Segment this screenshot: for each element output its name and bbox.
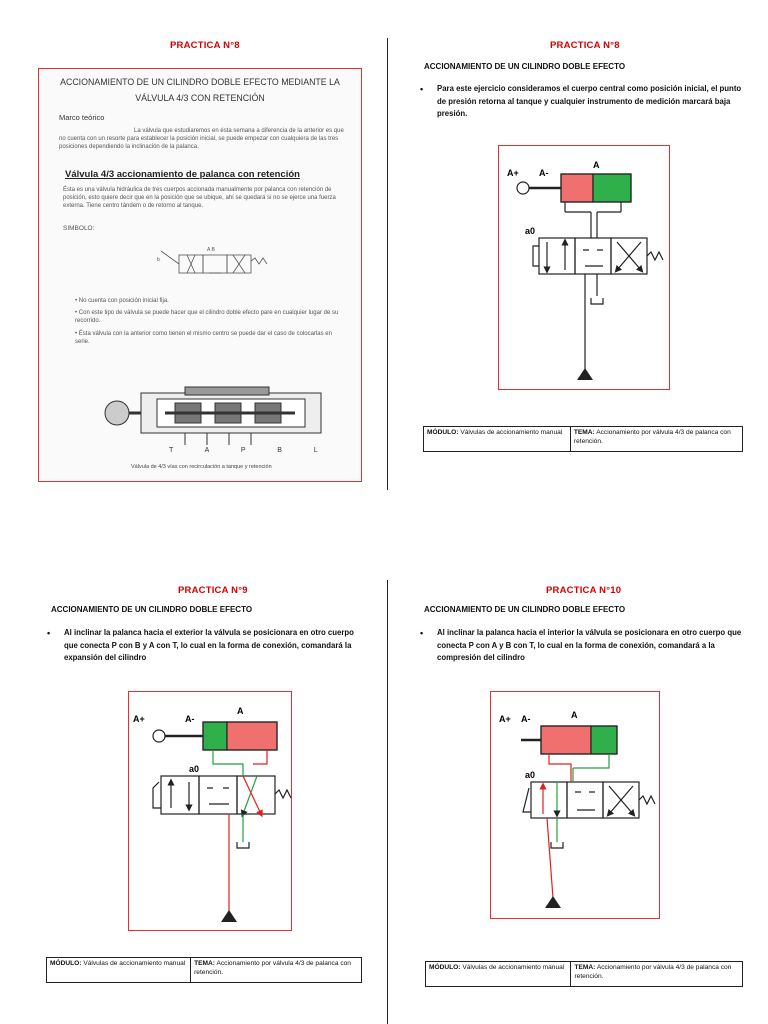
doc-bullet-1: • No cuenta con posición inicial fija. <box>75 298 169 304</box>
footer-tema-cell <box>571 427 742 451</box>
footer-tema-value: Accionamiento por válvula 4/3 de palanca con retención. <box>194 960 351 976</box>
q4-bullet <box>420 627 745 665</box>
q3-bullet-text: Al inclinar la palanca hacia el exterior la válvula se posicionara en otro cuerpo que conecta P con B y A con T, lo cual en la forma de conexión, comandará la expansión del cilindro <box>64 628 354 662</box>
footer-modulo-value: Válvulas de accionamiento manual <box>462 964 565 971</box>
q2-footer-table <box>423 426 743 452</box>
doc-caption: Válvula de 4/3 vías con recirculación a tanque y retención <box>131 464 272 470</box>
doc-section-heading: Válvula 4/3 accionamiento de palanca con retención <box>65 169 300 180</box>
q2-circuit-frame <box>498 145 670 390</box>
label-a-plus: A+ <box>507 168 519 178</box>
practice-title-10: PRACTICA N°10 <box>546 585 622 596</box>
q3-subtitle: ACCIONAMIENTO DE UN CILINDRO DOBLE EFECTO <box>51 605 253 614</box>
scanned-theory-document <box>38 68 362 482</box>
footer-tema-cell <box>571 962 742 986</box>
doc-bullet-1-text: No cuenta con posición inicial fija. <box>78 298 169 304</box>
q2-bullet-text: Para este ejercicio consideramos el cuerpo central como posición inicial, el punto de presión retorna al tanque y cualquier instrumento de medición marcará baja presión. <box>437 84 742 118</box>
q3-hydraulic-circuit <box>129 692 293 932</box>
footer-modulo-label: MÓDULO: <box>50 960 82 967</box>
doc-port-labels: T A P B L <box>169 447 318 454</box>
label-a0: a0 <box>189 764 200 774</box>
label-a-minus: A- <box>521 714 531 724</box>
bullet-dot: • <box>420 84 424 94</box>
footer-modulo-value: Válvulas de accionamiento manual <box>83 960 186 967</box>
doc-bullet-2-text: Con este tipo de válvula se puede hacer que el cilindro doble efecto pare en cualquier lugar de su recorrido. <box>75 310 339 324</box>
column-divider-top <box>387 38 388 490</box>
footer-modulo-cell <box>47 958 191 982</box>
label-a-plus: A+ <box>499 714 511 724</box>
practice-title-9: PRACTICA N°9 <box>178 585 248 596</box>
label-a-minus: A- <box>539 168 549 178</box>
q2-hydraulic-circuit <box>499 146 671 391</box>
bullet-dot: • <box>420 628 424 638</box>
doc-marco-label: Marco teórico <box>59 113 105 122</box>
footer-tema-value: Accionamiento por válvula 4/3 de palanca con retención. <box>574 964 732 980</box>
footer-tema-cell <box>191 958 361 982</box>
valve-symbol-small <box>149 241 279 287</box>
doc-simbolo-label: SIMBOLO: <box>63 225 95 232</box>
q4-hydraulic-circuit <box>491 692 661 920</box>
q4-bullet-text: Al inclinar la palanca hacia el interior la válvula se posicionara en otro cuerpo que conecta P con A y B con T, lo cual en la forma de conexión, comandará a la compresión del cilindro <box>437 628 742 662</box>
label-a-minus: A- <box>185 714 195 724</box>
footer-tema-label: TEMA: <box>573 429 595 436</box>
practice-title-8b: PRACTICA N°8 <box>550 40 620 51</box>
footer-modulo-cell <box>424 427 571 451</box>
q3-footer-table <box>46 957 362 983</box>
footer-tema-label: TEMA: <box>194 960 215 967</box>
q4-footer-table <box>425 961 743 987</box>
footer-modulo-label: MÓDULO: <box>429 964 461 971</box>
footer-modulo-label: MÓDULO: <box>427 429 459 436</box>
label-a0: a0 <box>525 770 536 780</box>
q2-subtitle: ACCIONAMIENTO DE UN CILINDRO DOBLE EFECTO <box>424 62 626 71</box>
label-a-plus: A+ <box>133 714 145 724</box>
doc-bullet-3: • Ésta válvula con la anterior como tienen el mismo centro se puede dar el caso de colocarlas en serie. <box>75 331 332 345</box>
q4-circuit-frame <box>490 691 660 919</box>
q4-subtitle: ACCIONAMIENTO DE UN CILINDRO DOBLE EFECTO <box>424 605 626 614</box>
doc-heading-line1: ACCIONAMIENTO DE UN CILINDRO DOBLE EFECTO MEDIANTE LA <box>60 77 340 87</box>
doc-bullet-3-text: Ésta válvula con la anterior como tienen el mismo centro se puede dar el caso de colocarlas en serie. <box>75 331 332 345</box>
footer-modulo-cell <box>426 962 571 986</box>
label-a0: a0 <box>525 226 536 236</box>
doc-marco-text: La válvula que estudiaremos en ésta semana a diferencia de la anterior es que no cuenta con un resorte para establecer la posición inicial, se puede empezar con cualquiera de las tres posiciones dependiendo la inclinación de la palanca. <box>59 128 344 150</box>
column-divider-bottom <box>387 580 388 1024</box>
svg-text:A B: A B <box>207 247 215 253</box>
doc-bullet-2: • Con este tipo de válvula se puede hacer que el cilindro doble efecto pare en cualquier lugar de su recorrido. <box>75 310 339 324</box>
practice-title-8a: PRACTICA N°8 <box>170 40 240 51</box>
label-a: A <box>593 160 600 170</box>
svg-text:b: b <box>157 257 160 263</box>
q2-bullet <box>420 83 750 121</box>
footer-tema-label: TEMA: <box>574 964 596 971</box>
footer-tema-value: Accionamiento por válvula 4/3 de palanca con retención. <box>573 429 731 445</box>
doc-section-text: Ésta es una válvula hidráulica de tres cuerpos accionada manualmente por palanca con retención de posición, esto quiere decir que en la posición que se ubique, ahí se quedará si no se ejerce una fuerza externa. Tiene centro tándem o de retorno al tanque. <box>63 187 336 209</box>
q3-circuit-frame <box>128 691 292 931</box>
label-a: A <box>571 710 578 720</box>
bullet-dot: • <box>47 628 51 638</box>
footer-modulo-value: Válvulas de accionamiento manual <box>460 429 563 436</box>
label-a: A <box>237 706 244 716</box>
doc-heading-line2: VÁLVULA 4/3 CON RETENCIÓN <box>135 93 265 103</box>
q3-bullet <box>47 627 367 665</box>
